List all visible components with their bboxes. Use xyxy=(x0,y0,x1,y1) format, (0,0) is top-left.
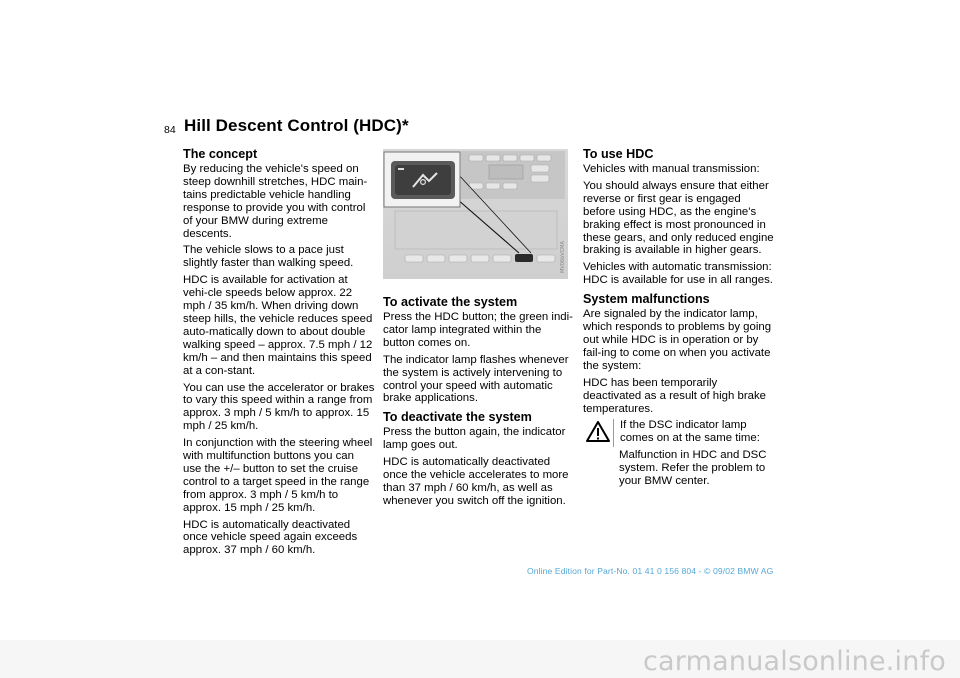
warning-note xyxy=(583,419,775,449)
hdc-button-photo xyxy=(383,149,568,279)
column-use xyxy=(583,147,775,492)
warning-triangle-icon xyxy=(585,419,614,447)
heading-activate: To activate the system xyxy=(383,295,518,309)
paragraph: HDC is automatically deactivated once the vehicle accelerates to more than 37 mph / 60 km/h, as well as whenever you switch off the ignition. xyxy=(383,456,569,507)
paragraph: Press the HDC button; the green indi-cator lamp integrated within the button comes on. xyxy=(383,311,573,349)
warning-text: If the DSC indicator lamp comes on at the same time: xyxy=(620,419,760,445)
photo-code: MV06bVCMA xyxy=(560,241,566,273)
page-number: 84 xyxy=(164,124,176,136)
paragraph: The vehicle slows to a pace just slightly faster than walking speed. xyxy=(183,244,354,270)
heading-use: To use HDC xyxy=(583,147,654,161)
paragraph: You can use the accelerator or brakes to vary this speed within a range from approx. 3 mph / 5 km/h to approx. 15 mph / 25 km/h. xyxy=(183,381,375,433)
paragraph: By reducing the vehicle's speed on steep downhill stretches, HDC main-tains predictable vehicle handling response to provide you with control of your BMW during extreme descents. xyxy=(183,163,368,240)
footer-edition-note: Online Edition for Part-No. 01 41 0 156 804 - © 09/02 BMW AG xyxy=(527,566,774,576)
paragraph: HDC has been temporarily deactivated as a result of high brake temperatures. xyxy=(583,376,766,415)
paragraph: Vehicles with automatic transmission: HDC is available for use in all ranges. xyxy=(583,261,773,287)
paragraph: Malfunction in HDC and DSC system. Refer the problem to your BMW center. xyxy=(619,449,767,488)
dashboard-illustration xyxy=(383,149,568,279)
heading-concept: The concept xyxy=(183,147,258,161)
watermark-band xyxy=(0,640,960,678)
paragraph: Are signaled by the indicator lamp, which responds to problems by going out while HDC is in operation or by fail-ing to come on when you activate the system: xyxy=(583,308,772,372)
paragraph: Press the button again, the indicator lamp goes out. xyxy=(383,426,566,452)
heading-malfunctions: System malfunctions xyxy=(583,292,710,307)
paragraph: In conjunction with the steering wheel with multifunction buttons you can use the +/– button to set the cruise control to a target speed in the range from approx. 3 mph / 5 km/h to approx. 15 mph / 25 km/h. xyxy=(183,437,373,514)
paragraph: HDC is automatically deactivated once vehicle speed again exceeds approx. 37 mph / 60 km/h. xyxy=(183,518,358,557)
paragraph: Vehicles with manual transmission: xyxy=(583,163,760,175)
paragraph: HDC is available for activation at vehi-cle speeds below approx. 22 mph / 35 km/h. When driving down steep hills, the vehicle reduces speed auto-matically down to about double walking speed – approx. 7.5 mph / 12 km/h – and then maintains this speed at a con-stant. xyxy=(183,274,373,377)
paragraph: The indicator lamp flashes whenever the system is actively intervening to control your speed with automatic brake applications. xyxy=(383,353,569,405)
heading-deactivate: To deactivate the system xyxy=(383,410,532,425)
column-activate xyxy=(383,295,575,512)
page-title: Hill Descent Control (HDC)* xyxy=(184,116,409,135)
watermark-text: carmanualsonline.info xyxy=(643,646,946,677)
column-concept xyxy=(183,147,375,561)
paragraph: You should always ensure that either reverse or first gear is engaged before using HDC, as the engine's braking effect is most pronounced in these gears, and only reduced engine braking is available in higher gears. xyxy=(583,179,774,257)
